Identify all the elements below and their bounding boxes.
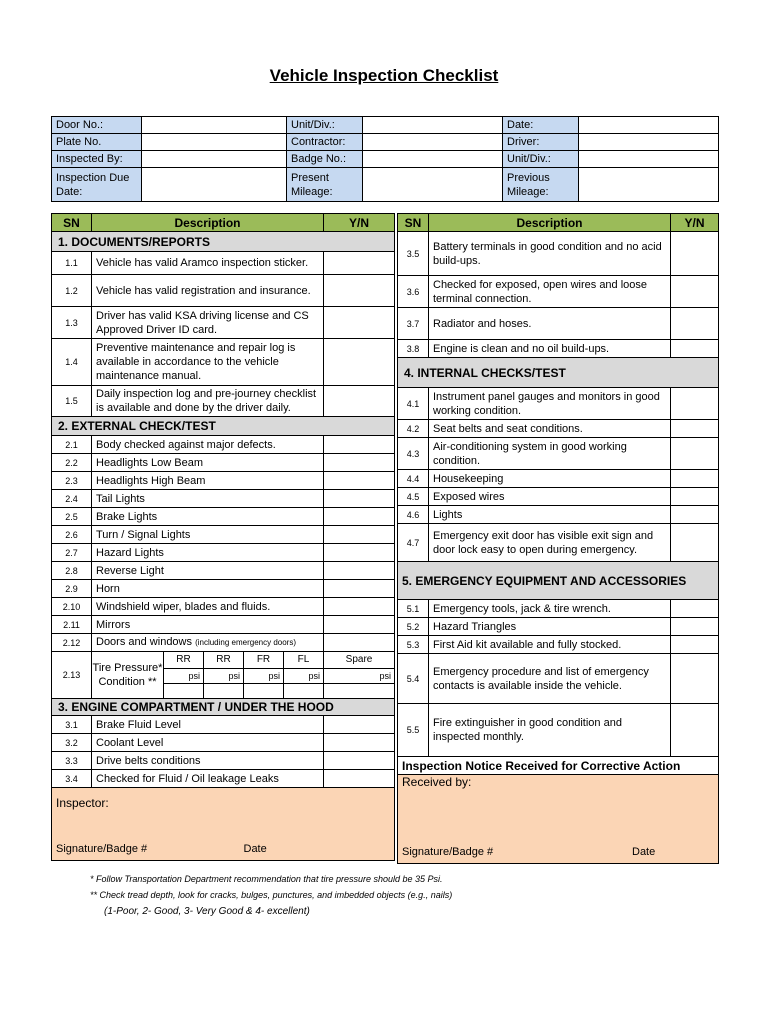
item-description: Preventive maintenance and repair log is available in accordance to the vehicle maintenance manual. (92, 339, 324, 386)
info-row (52, 134, 719, 151)
page-title: Vehicle Inspection Checklist (269, 66, 499, 85)
item-sn: 1.2 (52, 275, 92, 307)
item-description: Engine is clean and no oil build-ups. (429, 340, 671, 358)
present-mileage-label: Present Mileage: (287, 168, 363, 202)
item-sn: 5.1 (398, 600, 429, 618)
door-no-label: Door No.: (52, 117, 142, 134)
plate-no-field[interactable] (142, 134, 287, 151)
checklist-row (398, 470, 719, 488)
section-internal-checks: 4. INTERNAL CHECKS/TEST (398, 358, 719, 388)
checklist-row (398, 488, 719, 506)
info-row (52, 168, 719, 202)
tire-rr2-header: RR (204, 652, 244, 669)
item-sn: 3.3 (52, 752, 92, 770)
yn-header: Y/N (671, 214, 719, 232)
yn-field[interactable] (671, 506, 719, 524)
item-sn: 4.3 (398, 438, 429, 470)
column-header-row (52, 214, 395, 232)
checklist-row (398, 420, 719, 438)
sn-header: SN (398, 214, 429, 232)
yn-field[interactable] (324, 770, 395, 788)
item-description: Headlights High Beam (92, 472, 324, 490)
item-sn: 3.4 (52, 770, 92, 788)
signature-row (52, 839, 395, 861)
yn-field[interactable] (324, 616, 395, 634)
item-description: Brake Lights (92, 508, 324, 526)
item-sn: 3.8 (398, 340, 429, 358)
checklist-row (52, 436, 395, 454)
tire-pressure-text: Tire Pressure* (92, 662, 163, 674)
checklist-row (398, 600, 719, 618)
yn-field[interactable] (324, 752, 395, 770)
inspected-by-field[interactable] (142, 151, 287, 168)
description-header: Description (92, 214, 324, 232)
yn-field[interactable] (324, 307, 395, 339)
yn-field[interactable] (324, 562, 395, 580)
checklist-row (398, 276, 719, 308)
yn-header: Y/N (324, 214, 395, 232)
item-description: Air-conditioning system in good working condition. (429, 438, 671, 470)
item-sn: 2.12 (52, 634, 92, 652)
checklist-left (51, 213, 395, 861)
item-sn: 5.3 (398, 636, 429, 654)
checklist-row (52, 580, 395, 598)
checklist-row (398, 636, 719, 654)
yn-field[interactable] (324, 490, 395, 508)
tire-fl-header: FL (284, 652, 324, 669)
checklist-row (52, 634, 395, 652)
item-sn: 2.8 (52, 562, 92, 580)
tire-fr-header: FR (244, 652, 284, 669)
inspector-box[interactable]: Inspector: (52, 788, 395, 839)
yn-field[interactable] (324, 339, 395, 386)
item-description: Mirrors (92, 616, 324, 634)
yn-field[interactable] (671, 420, 719, 438)
yn-field[interactable] (671, 232, 719, 276)
item-sn: 5.4 (398, 654, 429, 704)
tire-fl-psi[interactable]: psi (284, 669, 324, 684)
item-description: Emergency exit door has visible exit sign and door lock easy to open during emergency. (429, 524, 671, 562)
item-description: Headlights Low Beam (92, 454, 324, 472)
inspection-due-date-field[interactable] (142, 168, 287, 202)
item-sn: 2.2 (52, 454, 92, 472)
unit-div-field[interactable] (363, 117, 503, 134)
tire-spare-condition[interactable] (324, 684, 395, 699)
contractor-label: Contractor: (287, 134, 363, 151)
item-sn: 2.9 (52, 580, 92, 598)
yn-field[interactable] (671, 388, 719, 420)
item-description: Reverse Light (92, 562, 324, 580)
checklist-row (52, 275, 395, 307)
item-text: Doors and windows (96, 636, 192, 648)
tire-rr2-condition[interactable] (204, 684, 244, 699)
item-sn: 2.3 (52, 472, 92, 490)
column-header-row (398, 214, 719, 232)
item-sn: 3.5 (398, 232, 429, 276)
checklist-row (52, 598, 395, 616)
yn-field[interactable] (671, 340, 719, 358)
section-external-check: 2. EXTERNAL CHECK/TEST (52, 417, 395, 436)
checklist-row (52, 770, 395, 788)
yn-field[interactable] (324, 472, 395, 490)
yn-field[interactable] (324, 436, 395, 454)
checklist-row (52, 544, 395, 562)
yn-field[interactable] (671, 636, 719, 654)
checklist-row (398, 340, 719, 358)
item-sn: 5.2 (398, 618, 429, 636)
item-description: Vehicle has valid registration and insurance. (92, 275, 324, 307)
section-documents-reports: 1. DOCUMENTS/REPORTS (52, 232, 395, 252)
item-description: Vehicle has valid Aramco inspection sticker. (92, 252, 324, 275)
item-description: Seat belts and seat conditions. (429, 420, 671, 438)
info-row (52, 151, 719, 168)
yn-field[interactable] (324, 386, 395, 417)
signature-label (398, 842, 671, 864)
info-row (52, 117, 719, 134)
inspection-notice-heading: Inspection Notice Received for Corrective Action (398, 757, 719, 775)
checklist-row (52, 490, 395, 508)
yn-field[interactable] (324, 580, 395, 598)
unit-div-2-field[interactable] (579, 151, 719, 168)
item-description: Drive belts conditions (92, 752, 324, 770)
tire-spare-header: Spare (324, 652, 395, 669)
signature-row (398, 842, 719, 864)
date-field[interactable] (579, 117, 719, 134)
yn-field[interactable] (324, 634, 395, 652)
driver-field[interactable] (579, 134, 719, 151)
item-sn: 2.10 (52, 598, 92, 616)
item-description: First Aid kit available and fully stocked. (429, 636, 671, 654)
previous-mileage-label: Previous Mileage: (503, 168, 579, 202)
checklist-row (52, 616, 395, 634)
checklist-row (52, 508, 395, 526)
signature-text: Signature/Badge # (402, 846, 494, 859)
item-description: Coolant Level (92, 734, 324, 752)
yn-field[interactable] (671, 438, 719, 470)
yn-field[interactable] (671, 276, 719, 308)
item-description: Windshield wiper, blades and fluids. (92, 598, 324, 616)
item-sn: 2.1 (52, 436, 92, 454)
item-sn: 3.2 (52, 734, 92, 752)
item-description: Exposed wires (429, 488, 671, 506)
received-by-box[interactable]: Received by: (398, 775, 719, 842)
checklist-row (52, 472, 395, 490)
date-label: Date (244, 839, 395, 861)
date-label: Date (632, 846, 656, 859)
tire-fr-condition[interactable] (244, 684, 284, 699)
item-description: Housekeeping (429, 470, 671, 488)
yn-field[interactable] (324, 544, 395, 562)
item-description: Daily inspection log and pre-journey checklist is available and done by the driver daily. (92, 386, 324, 417)
yn-field[interactable] (324, 598, 395, 616)
checklist-row (52, 252, 395, 275)
plate-no-label: Plate No. (52, 134, 142, 151)
checklist-row (398, 388, 719, 420)
item-description: Fire extinguisher in good condition and inspected monthly. (429, 704, 671, 757)
checklist-row (52, 526, 395, 544)
present-mileage-field[interactable] (363, 168, 503, 202)
tire-rr-header: RR (164, 652, 204, 669)
yn-field[interactable] (324, 716, 395, 734)
tire-condition-text: Condition ** (98, 676, 157, 688)
checklist-row (398, 438, 719, 470)
yn-field[interactable] (671, 618, 719, 636)
tire-rr2-psi[interactable]: psi (204, 669, 244, 684)
item-sn: 4.7 (398, 524, 429, 562)
item-sn: 4.6 (398, 506, 429, 524)
item-description: Tail Lights (92, 490, 324, 508)
checklist-right (397, 213, 719, 864)
yn-field[interactable] (671, 524, 719, 562)
unit-div-label: Unit/Div.: (287, 117, 363, 134)
checklist-row (52, 307, 395, 339)
checklist-row (52, 716, 395, 734)
item-description: Hazard Triangles (429, 618, 671, 636)
badge-no-label: Badge No.: (287, 151, 363, 168)
tire-pressure-label (92, 652, 164, 699)
checklist-row (398, 618, 719, 636)
item-sn: 1.5 (52, 386, 92, 417)
item-description: Driver has valid KSA driving license and CS Approved Driver ID card. (92, 307, 324, 339)
checklist-row (398, 232, 719, 276)
yn-field[interactable] (324, 526, 395, 544)
footnote-tire-pressure: * Follow Transportation Department recommendation that tire pressure should be 35 Psi. (90, 874, 443, 884)
item-description: Checked for Fluid / Oil leakage Leaks (92, 770, 324, 788)
section-engine-compartment: 3. ENGINE COMPARTMENT / UNDER THE HOOD (52, 699, 395, 716)
item-sn: 4.2 (398, 420, 429, 438)
item-sn: 3.7 (398, 308, 429, 340)
driver-label: Driver: (503, 134, 579, 151)
item-description: Lights (429, 506, 671, 524)
yn-field[interactable] (324, 508, 395, 526)
yn-field[interactable] (324, 454, 395, 472)
yn-field[interactable] (324, 275, 395, 307)
checklist-row (398, 308, 719, 340)
tire-pressure-row (52, 652, 395, 669)
checklist-row (52, 734, 395, 752)
tire-rr-condition[interactable] (164, 684, 204, 699)
tire-rr-psi[interactable]: psi (164, 669, 204, 684)
item-description: Horn (92, 580, 324, 598)
badge-no-field[interactable] (363, 151, 503, 168)
item-sn: 2.13 (52, 652, 92, 699)
checklist-row (52, 454, 395, 472)
item-description: Turn / Signal Lights (92, 526, 324, 544)
unit-div-2-label: Unit/Div.: (503, 151, 579, 168)
item-note: (including emergency doors) (195, 638, 296, 647)
door-no-field[interactable] (142, 117, 287, 134)
item-description (92, 634, 324, 652)
checklist-row (398, 506, 719, 524)
yn-field[interactable] (671, 654, 719, 704)
contractor-field[interactable] (363, 134, 503, 151)
item-sn: 4.4 (398, 470, 429, 488)
inspected-by-label: Inspected By: (52, 151, 142, 168)
description-header: Description (429, 214, 671, 232)
yn-field[interactable] (671, 470, 719, 488)
yn-field[interactable] (324, 252, 395, 275)
signature-blank (671, 842, 719, 864)
checklist-row (398, 524, 719, 562)
item-sn: 1.4 (52, 339, 92, 386)
checklist-row (398, 654, 719, 704)
tire-spare-psi[interactable]: psi (324, 669, 395, 684)
checklist-row (398, 704, 719, 757)
tire-fr-psi[interactable]: psi (244, 669, 284, 684)
item-sn: 2.6 (52, 526, 92, 544)
date-label: Date: (503, 117, 579, 134)
yn-field[interactable] (671, 488, 719, 506)
inspection-due-date-label: Inspection Due Date: (52, 168, 142, 202)
item-description: Checked for exposed, open wires and loose terminal connection. (429, 276, 671, 308)
yn-field[interactable] (324, 734, 395, 752)
item-sn: 3.6 (398, 276, 429, 308)
item-description: Emergency tools, jack & tire wrench. (429, 600, 671, 618)
item-description: Instrument panel gauges and monitors in good working condition. (429, 388, 671, 420)
checklist-row (52, 562, 395, 580)
item-sn: 3.1 (52, 716, 92, 734)
item-sn: 4.5 (398, 488, 429, 506)
item-sn: 2.5 (52, 508, 92, 526)
checklist-row (52, 386, 395, 417)
item-sn: 2.4 (52, 490, 92, 508)
item-sn: 2.7 (52, 544, 92, 562)
footnote-rating-scale: (1-Poor, 2- Good, 3- Very Good & 4- excellent) (104, 906, 310, 917)
item-sn: 4.1 (398, 388, 429, 420)
yn-field[interactable] (671, 600, 719, 618)
item-description: Emergency procedure and list of emergency contacts is available inside the vehicle. (429, 654, 671, 704)
item-description: Body checked against major defects. (92, 436, 324, 454)
item-sn: 1.1 (52, 252, 92, 275)
tire-fl-condition[interactable] (284, 684, 324, 699)
item-sn: 5.5 (398, 704, 429, 757)
footnote-tread-check: ** Check tread depth, look for cracks, bulges, punctures, and imbedded objects (e.g., nails) (90, 890, 453, 900)
item-sn: 1.3 (52, 307, 92, 339)
item-description: Battery terminals in good condition and no acid build-ups. (429, 232, 671, 276)
checklist-row (52, 339, 395, 386)
item-description: Hazard Lights (92, 544, 324, 562)
signature-label: Signature/Badge # (52, 839, 244, 861)
section-emergency-equipment: 5. EMERGENCY EQUIPMENT AND ACCESSORIES (398, 562, 719, 600)
yn-field[interactable] (671, 704, 719, 757)
yn-field[interactable] (671, 308, 719, 340)
sn-header: SN (52, 214, 92, 232)
item-sn: 2.11 (52, 616, 92, 634)
checklist-row (52, 752, 395, 770)
item-description: Radiator and hoses. (429, 308, 671, 340)
vehicle-info-table (51, 116, 719, 202)
previous-mileage-field[interactable] (579, 168, 719, 202)
item-description: Brake Fluid Level (92, 716, 324, 734)
